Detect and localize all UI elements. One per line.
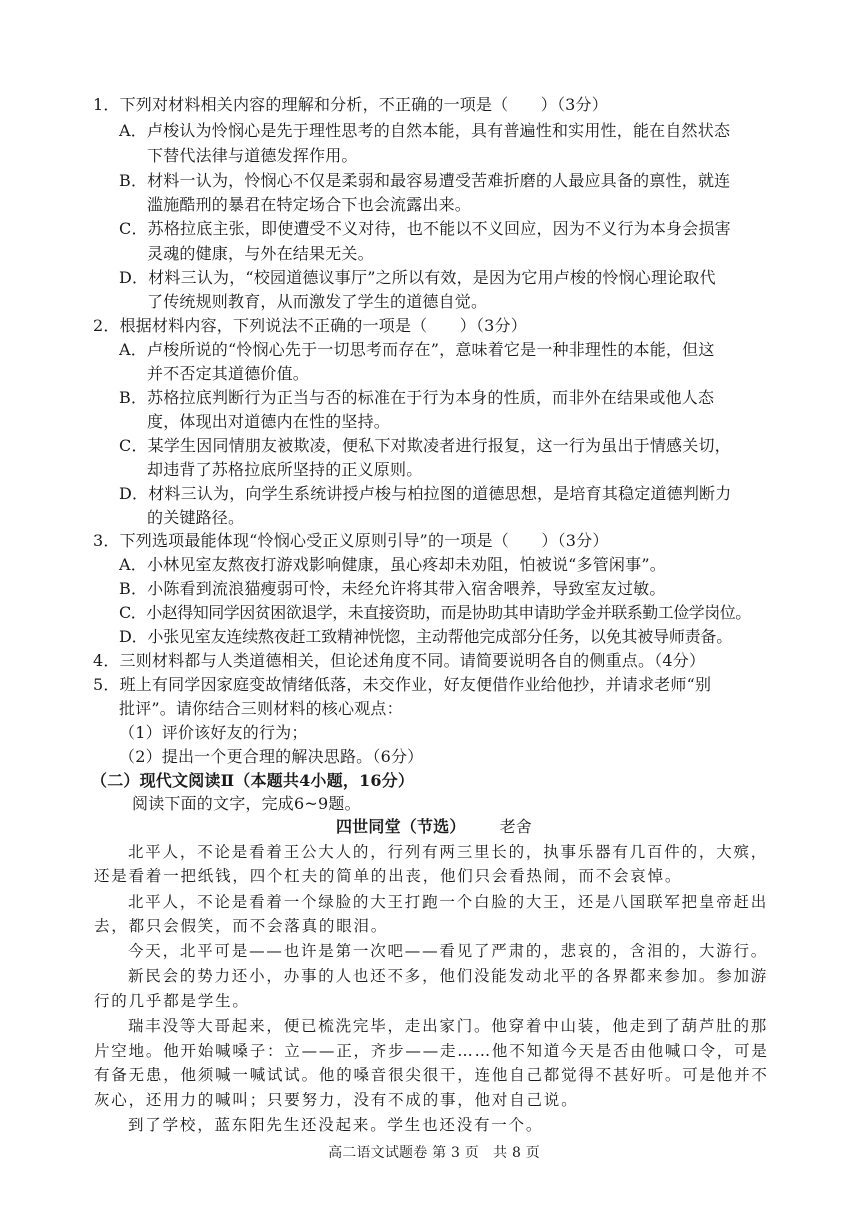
- page-footer: 高二语文试题卷 第 3 页 共 8 页: [328, 1145, 540, 1161]
- passage-p4-line1: 新民会的势力还小，办事的人也还不多，他们没能发动北平的各界都来参加。参加游: [128, 967, 769, 985]
- question-5-sub-1: （1）评价该好友的行为；: [119, 723, 308, 742]
- question-5-stem: 5．班上有同学因家庭变故情绪低落，未交作业，好友便借作业给他抄，并请求老师“别: [93, 675, 712, 694]
- section-intro: 阅读下面的文字，完成6~9题。: [132, 794, 361, 813]
- question-4-stem: 4．三则材料都与人类道德相关，但论述角度不同。请简要说明各自的侧重点。（4分）: [93, 651, 706, 670]
- question-1-stem: 1．下列对材料相关内容的理解和分析，不正确的一项是（ ）（3分）: [93, 95, 608, 114]
- q2-option-c-cont: 却违背了苏格拉底所坚持的正义原则。: [147, 460, 423, 479]
- section-heading: （二）现代文阅读Ⅱ（本题共4小题，16分）: [91, 771, 415, 790]
- q1-option-a: A．卢梭认为怜悯心是先于理性思考的自然本能，具有普遍性和实用性，能在自然状态: [119, 121, 731, 140]
- article-title-line: [0, 816, 868, 838]
- q2-option-a: A．卢梭所说的“怜悯心先于一切思考而存在”，意味着它是一种非理性的本能，但这: [119, 340, 715, 359]
- passage-p1-line1: 北平人，不论是看着王公大人的，行列有两三里长的，执事乐器有几百件的，大殡，: [128, 843, 769, 861]
- passage-p4-line2: 行的几乎都是学生。: [94, 992, 250, 1010]
- article-author: 老舍: [499, 817, 532, 836]
- passage-p1-line2: 还是看着一把纸钱，四个杠夫的简单的出丧，他们只会看热闹，而不会哀悼。: [94, 867, 683, 885]
- q2-option-a-cont: 并不否定其道德价值。: [147, 364, 310, 383]
- q3-option-c: C．小赵得知同学因贫困欲退学，未直接资助，而是协助其申请助学金并联系勤工俭学岗位。: [119, 603, 751, 622]
- passage-p3-line1: 今天，北平可是——也许是第一次吧——看见了严肃的，悲哀的，含泪的，大游行。: [128, 942, 769, 960]
- q2-option-c: C．某学生因同情朋友被欺凌，便私下对欺凌者进行报复，这一行为虽出于情感关切，: [119, 436, 731, 455]
- passage-p2-line2: 去，都只会假笑，而不会落真的眼泪。: [94, 917, 389, 935]
- question-5-sub-2: （2）提出一个更合理的解决思路。（6分）: [119, 747, 424, 766]
- q3-option-a: A．小林见室友熬夜打游戏影响健康，虽心疼却未劝阻，怕被说“多管闲事”。: [119, 555, 666, 574]
- q2-option-b: B．苏格拉底判断行为正当与否的标准在于行为本身的性质，而非外在结果或他人态: [119, 388, 715, 407]
- passage-p5-line2: 片空地。他开始喊嗓子：立——正，齐步——走……他不知道今天是否由他喊口令，可是: [94, 1042, 769, 1060]
- q2-option-d: D．材料三认为，向学生系统讲授卢梭与柏拉图的道德思想，是培育其稳定道德判断力: [119, 484, 732, 503]
- q1-option-d-cont: 了传统规则教育，从而激发了学生的道德自觉。: [147, 292, 488, 311]
- question-5-cont: 批评”。请你结合三则材料的核心观点：: [119, 699, 403, 718]
- q1-option-c: C．苏格拉底主张，即使遭受不义对待，也不能以不义回应，因为不义行为本身会损害: [119, 219, 731, 238]
- q3-option-d: D．小张见室友连续熬夜赶工致精神恍惚，主动帮他完成部分任务，以免其被导师责备。: [119, 627, 733, 646]
- passage-p6-line1: 到了学校，蓝东阳先生还没起来。学生也还没有一个。: [128, 1116, 544, 1134]
- q3-option-b: B．小陈看到流浪猫瘦弱可怜，未经允许将其带入宿舍喂养，导致室友过敏。: [119, 579, 666, 598]
- article-title: 四世同堂（节选）: [335, 817, 466, 836]
- passage-p5-line3: 有备无患，他须喊一喊试试。他的嗓音很尖很干，连他自己都觉得不甚好听。可是他并不: [94, 1066, 769, 1084]
- q1-option-b: B．材料一认为，怜悯心不仅是柔弱和最容易遭受苦难折磨的人最应具备的禀性，就连: [119, 171, 731, 190]
- q1-option-b-cont: 滥施酷刑的暴君在特定场合下也会流露出来。: [147, 195, 472, 214]
- passage-p2-line1: 北平人，不论是看着一个绿脸的大王打跑一个白脸的大王，还是八国联军把皇帝赶出: [128, 893, 769, 911]
- q1-option-a-cont: 下替代法律与道德发挥作用。: [147, 146, 358, 165]
- passage-p5-line4: 灰心，还用力的喊叫；只要努力，没有不成的事，他对自己说。: [94, 1091, 579, 1109]
- q1-option-c-cont: 灵魂的健康，与外在结果无关。: [147, 244, 374, 263]
- passage-p5-line1: 瑞丰没等大哥起来，便已梳洗完毕，走出家门。他穿着中山装，他走到了葫芦肚的那: [128, 1017, 769, 1035]
- q2-option-d-cont: 的关键路径。: [147, 508, 245, 527]
- q1-option-d: D．材料三认为，“校园道德议事厅”之所以有效，是因为它用卢梭的怜悯心理论取代: [119, 268, 716, 287]
- q2-option-b-cont: 度，体现出对道德内在性的坚持。: [147, 412, 391, 431]
- question-2-stem: 2．根据材料内容，下列说法不正确的一项是（ ）（3分）: [93, 316, 527, 335]
- question-3-stem: 3．下列选项最能体现“怜悯心受正义原则引导”的一项是（ ）（3分）: [93, 531, 609, 550]
